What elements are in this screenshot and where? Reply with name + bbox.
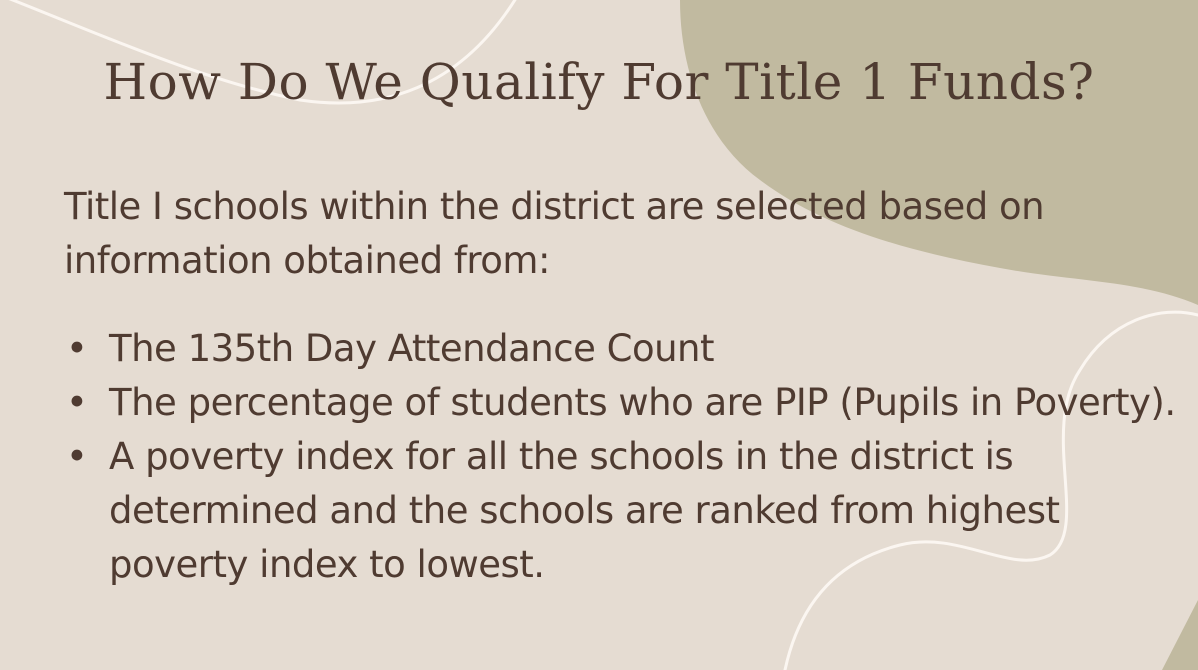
bullet-dot: •: [66, 327, 88, 370]
bullet-item-poverty-index: [64, 430, 1184, 592]
intro-line: information obtained from:: [64, 239, 550, 282]
bullet-dot: •: [66, 435, 88, 478]
bullet-text: A poverty index for all the schools in the district is: [109, 435, 1014, 478]
bullet-list: [64, 322, 1184, 592]
bullet-text: poverty index to lowest.: [109, 543, 545, 586]
slide-title: How Do We Qualify For Title 1 Funds?: [103, 53, 1095, 111]
bullet-item-attendance: [64, 322, 1184, 376]
bullet-item-pip: [64, 376, 1184, 430]
intro-paragraph: [64, 180, 1064, 288]
olive-corner-shape: [1162, 600, 1198, 670]
bullet-dot: •: [66, 381, 88, 424]
bullet-text: The percentage of students who are PIP (Pupils in Poverty).: [109, 381, 1176, 424]
intro-line: Title I schools within the district are selected based on: [64, 185, 1045, 228]
bullet-text: The 135th Day Attendance Count: [109, 327, 714, 370]
bullet-text: determined and the schools are ranked from highest: [109, 489, 1060, 532]
